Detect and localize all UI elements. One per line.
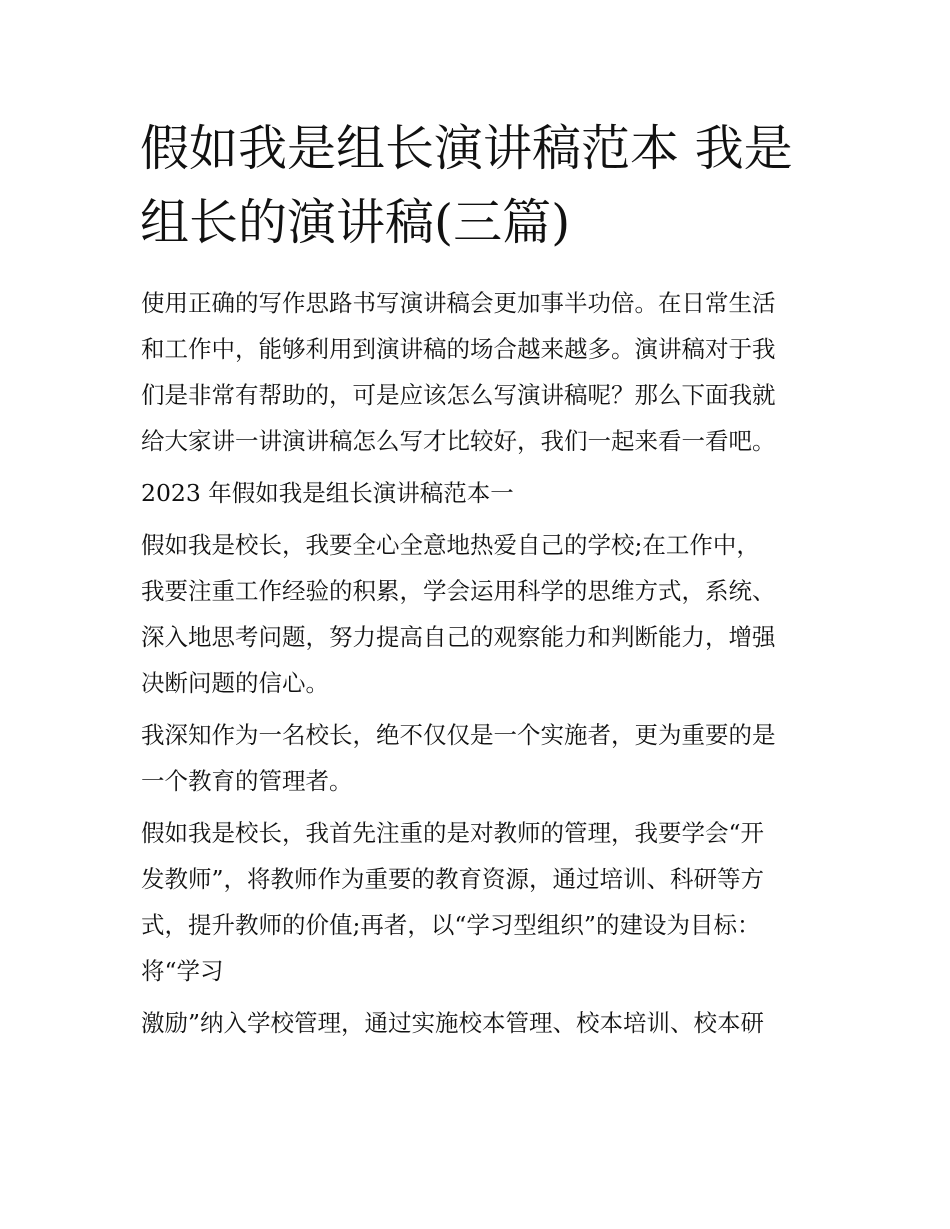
document-title xyxy=(140,112,820,260)
section-heading xyxy=(141,470,821,516)
paragraph-line: 我深知作为一名校长，绝不仅仅是一个实施者，更为重要的是 xyxy=(141,721,776,749)
paragraph-body-3 xyxy=(141,810,821,994)
paragraph-line: 决断问题的信心。 xyxy=(141,669,329,697)
paragraph-line: 给大家讲一讲演讲稿怎么写才比较好，我们一起来看一看吧。 xyxy=(141,427,776,455)
title-line-1: 假如我是组长演讲稿范本 我是 xyxy=(140,120,793,177)
paragraph-line: 们是非常有帮助的，可是应该怎么写演讲稿呢？那么下面我就 xyxy=(141,381,776,409)
paragraph-line: 一个教育的管理者。 xyxy=(141,767,353,795)
paragraph-line: 发教师”，将教师作为重要的教育资源，通过培训、科研等方 xyxy=(141,865,765,893)
paragraph-line: 将“学习 xyxy=(141,957,224,985)
paragraph-line: 和工作中，能够利用到演讲稿的场合越来越多。演讲稿对于我 xyxy=(141,335,776,363)
paragraph-line: 式，提升教师的价值;再者，以“学习型组织”的建设为目标： xyxy=(141,911,761,939)
paragraph-body-1 xyxy=(141,522,821,706)
paragraph-intro xyxy=(141,280,821,464)
paragraph-line: 使用正确的写作思路书写演讲稿会更加事半功倍。在日常生活 xyxy=(141,289,776,317)
document-body xyxy=(141,280,821,1046)
title-line-2: 组长的演讲稿(三篇) xyxy=(140,194,571,251)
paragraph-body-4 xyxy=(141,1000,821,1046)
paragraph-line: 假如我是校长，我首先注重的是对教师的管理，我要学会“开 xyxy=(141,819,765,847)
paragraph-line: 我要注重工作经验的积累，学会运用科学的思维方式，系统、 xyxy=(141,577,776,605)
paragraph-line: 2023 年假如我是组长演讲稿范本一 xyxy=(141,479,514,507)
paragraph-line: 激励”纳入学校管理，通过实施校本管理、校本培训、校本研 xyxy=(141,1009,765,1037)
paragraph-line: 假如我是校长，我要全心全意地热爱自己的学校;在工作中， xyxy=(141,531,760,559)
paragraph-line: 深入地思考问题，努力提高自己的观察能力和判断能力，增强 xyxy=(141,623,776,651)
paragraph-body-2 xyxy=(141,712,821,804)
